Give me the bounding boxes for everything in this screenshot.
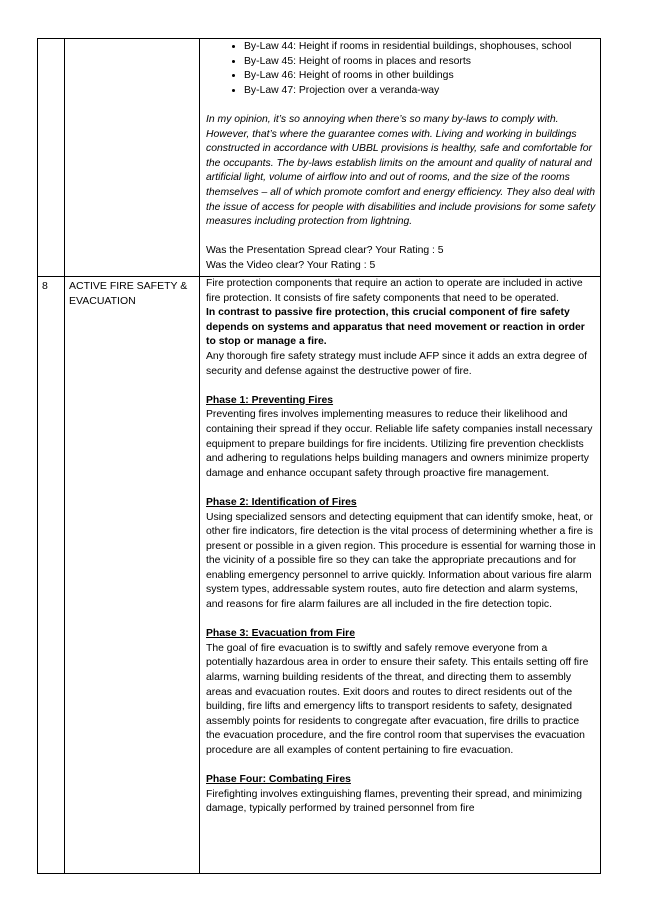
phase-body: Using specialized sensors and detecting equipment that can identify smoke, heat, or other fire indicators, fire detection is the vital process of determining whether a fire is present or possible in a given region. This procedure is essential for warning those in the vicinity of a possible fire so they can take the appropriate precautions and for enabling emergency personnel to arrive quickly. Information about various fire alarm system types, addressable system routes, auto fire detection and alarm systems, and reasons for fire alarm failures are all included in the fire detection topic. — [206, 511, 596, 611]
row-number: 8 — [38, 277, 65, 874]
cell-number-prev — [38, 39, 65, 277]
rating-video: Was the Video clear? Your Rating : 5 — [206, 259, 376, 271]
table-row-8 — [38, 277, 601, 874]
intro-paragraph: Fire protection components that require an action to operate are included in active fire protection. It consists of fire safety components that need to be operated. — [206, 278, 583, 304]
cell-content-prev — [200, 39, 601, 277]
phase-body: Firefighting involves extinguishing flames, preventing their spread, and minimizing damage, typically performed by trained personnel from fire — [206, 788, 582, 815]
rating-presentation: Was the Presentation Spread clear? Your Rating : 5 — [206, 245, 444, 257]
intro-bold-paragraph: In contrast to passive fire protection, this crucial component of fire safety depends on systems and apparatus that need movement or reaction in order to stop or manage a fire. — [206, 307, 585, 348]
phase-heading: Phase 3: Evacuation from Fire — [206, 628, 355, 640]
table-row-prev — [38, 39, 601, 277]
intro-paragraph: Any thorough fire safety strategy must include AFP since it adds an extra degree of security and defense against the destructive power of fire. — [206, 350, 588, 377]
phase-body: The goal of fire evacuation is to swiftly and safely remove everyone from a potentially hazardous area in order to ensure their safety. This entails setting off fire alarms, warning building residents of the threat, and directing them to assembly areas and evacuation routes. Exit doors and routes to direct residents out of the building, fire lifts and emergency lifts to transport residents to safety, designated assembly points for residents to congregate after evacuation, fire drills to practice the evacuation procedure, and the fire control room that supervises the evacuation procedure are all examples of content pertaining to fire evacuation. — [206, 642, 589, 756]
assignment-table — [37, 38, 601, 874]
cell-content-8 — [200, 277, 601, 874]
opinion-paragraph: In my opinion, it’s so annoying when there’s so many by-laws to comply with. However, that’s where the guarantee comes with. Living and working in buildings constructed in accordance with UBBL provisions is healthy, safe and comfortable for the occupants. The by-laws establish limits on the amount and quality of natural and artificial light, volume of airflow into and out of rooms, and the size of the rooms themselves – all of which promote comfort and energy efficiency. They also deal with the issue of access for people with disabilities and include provisions for some safety measures including protection from lightning. — [206, 113, 596, 228]
cell-title-prev — [65, 39, 200, 277]
list-item: • By-Law 46: Height of rooms in other buildings — [244, 69, 596, 84]
list-item: • By-Law 47: Projection over a veranda-way — [244, 84, 596, 99]
phase-heading: Phase 2: Identification of Fires — [206, 496, 357, 508]
row-title: ACTIVE FIRE SAFETY & EVACUATION — [65, 277, 200, 874]
list-item: • By-Law 44: Height if rooms in residential buildings, shophouses, school — [244, 40, 596, 55]
bylaw-list — [206, 40, 596, 98]
list-item: • By-Law 45: Height of rooms in places and resorts — [244, 55, 596, 70]
phase-heading: Phase Four: Combating Fires — [206, 774, 351, 786]
phase-heading: Phase 1: Preventing Fires — [206, 394, 334, 406]
phase-body: Preventing fires involves implementing measures to reduce their likelihood and containing their spread if they occur. Reliable life safety companies install necessary equipment to prepare buildings for fire incidents. Utilizing fire prevention checklists and adhering to regulations helps building managers and owners minimize property damage and enhance occupant safety through proactive fire management. — [206, 409, 593, 479]
